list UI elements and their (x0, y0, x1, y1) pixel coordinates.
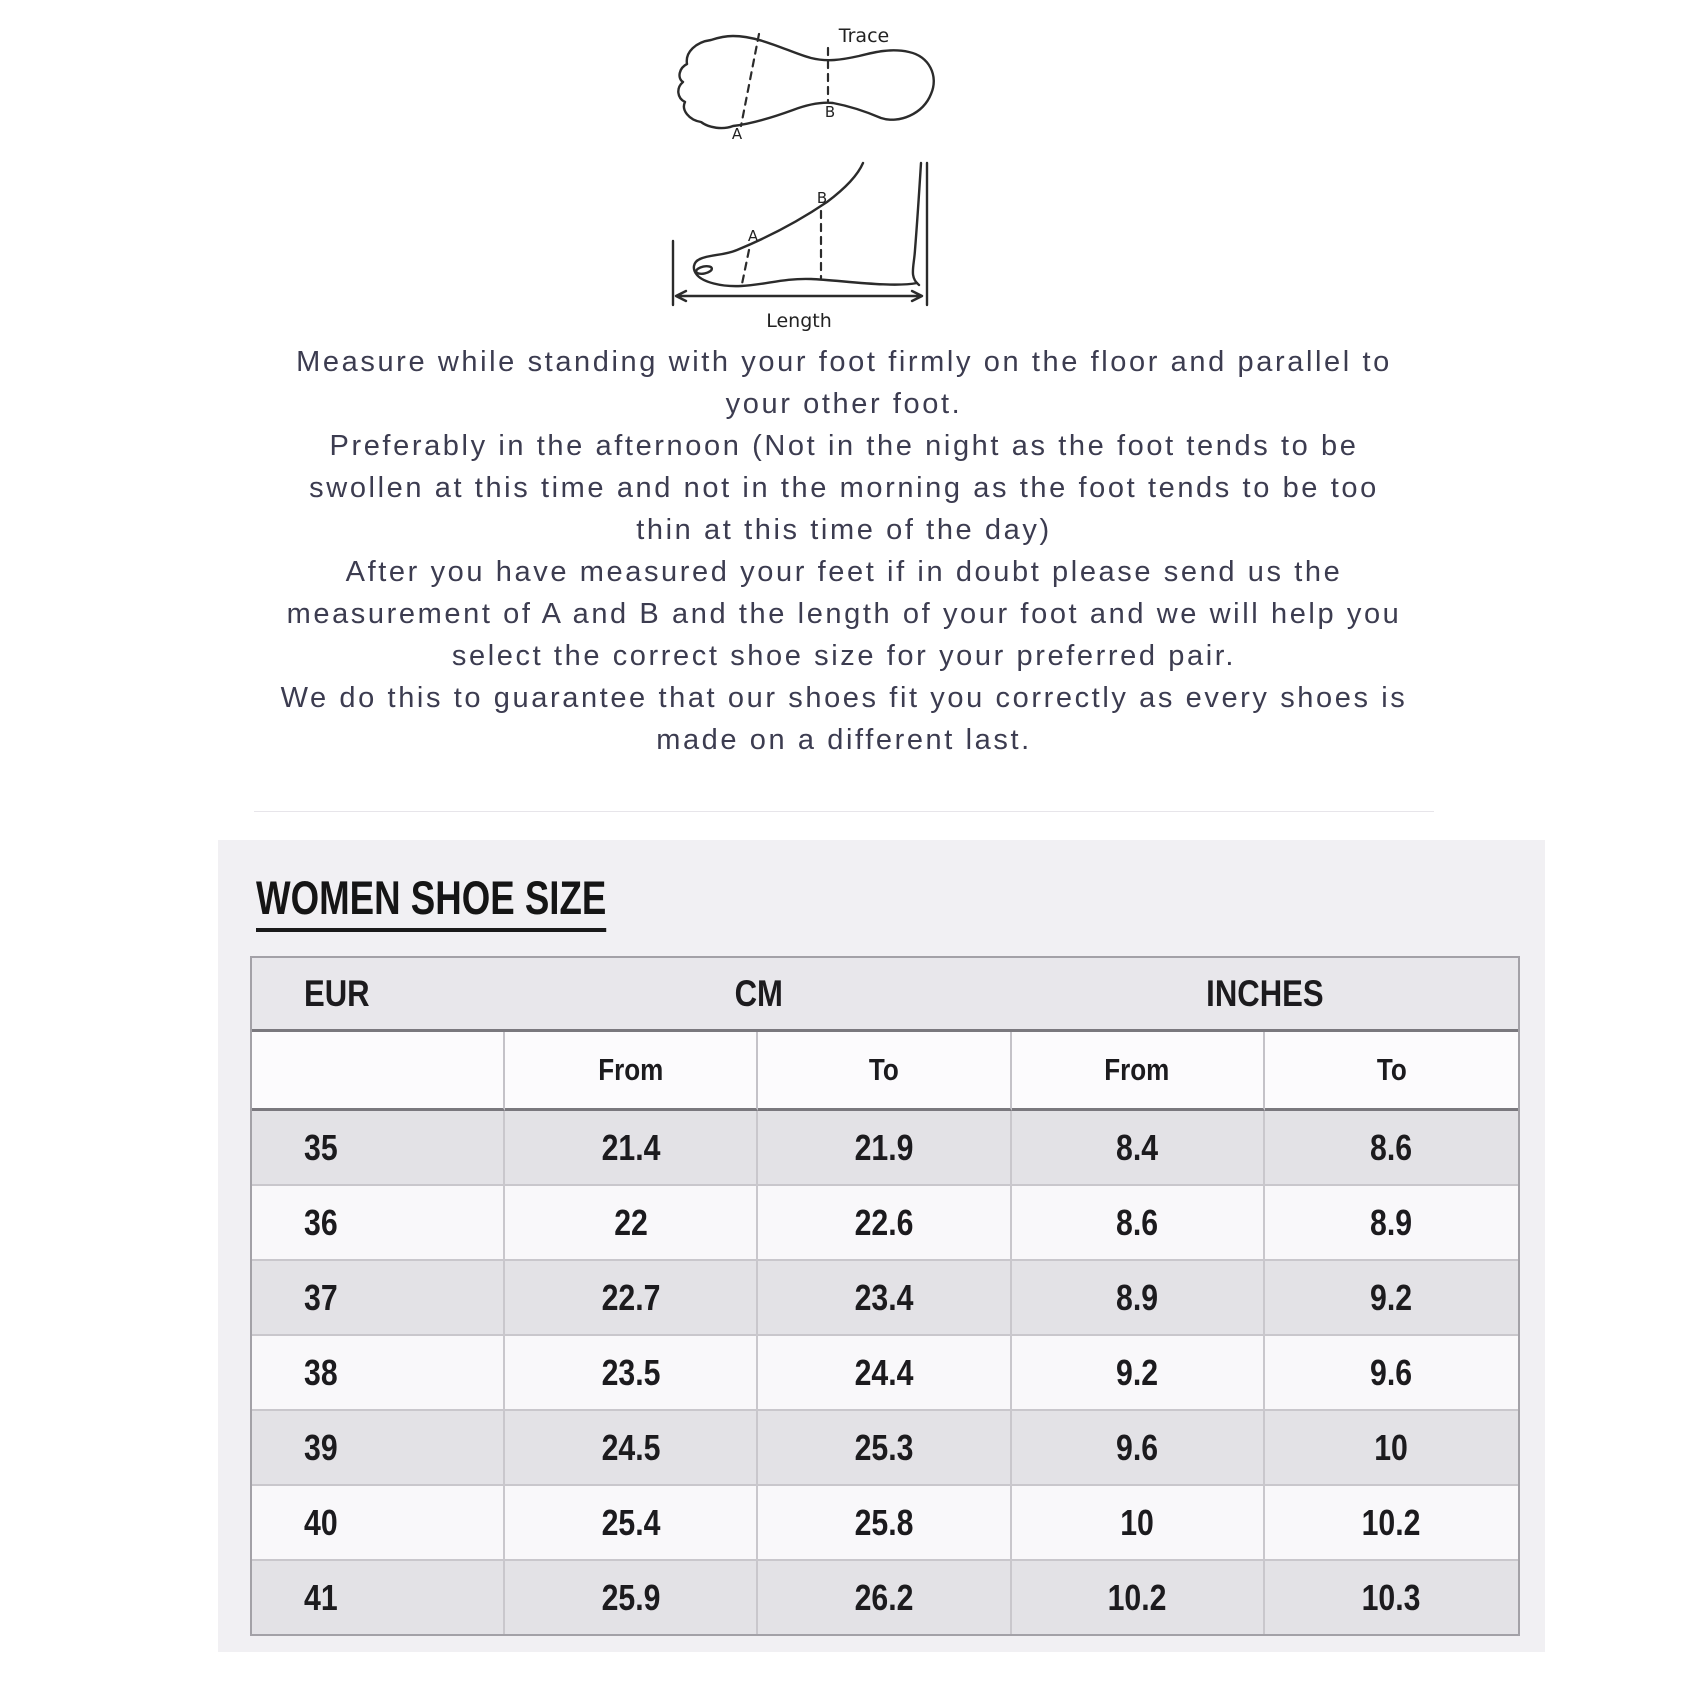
instruction-line: thin at this time of the day) (636, 514, 1052, 546)
cell-in-to: 8.6 (1265, 1111, 1518, 1186)
cell-in-from: 9.2 (1012, 1336, 1265, 1411)
sub-header-cm-from: From (505, 1032, 758, 1111)
label-b-side: B (816, 189, 828, 207)
cell-in-from: 8.6 (1012, 1186, 1265, 1261)
column-group-header-row (252, 958, 1518, 1032)
cell-cm-to: 21.9 (758, 1111, 1011, 1186)
instruction-line: Preferably in the afternoon (Not in the night as the foot tends to be (329, 430, 1359, 462)
size-chart-title-text: WOMEN SHOE SIZE (256, 870, 606, 932)
foot-measurement-diagram (671, 26, 941, 331)
instruction-line: measurement of A and B and the length of your foot and we will help you (286, 598, 1402, 630)
cell-in-to: 10 (1265, 1411, 1518, 1486)
instruction-line: After you have measured your feet if in doubt please send us the (345, 556, 1343, 588)
instruction-line: your other foot. (725, 388, 963, 420)
instruction-line: swollen at this time and not in the morning as the foot tends to be too (309, 472, 1379, 504)
foot-sole (694, 259, 917, 286)
table-row-size-37 (252, 1261, 1518, 1336)
sub-header-in-to: To (1265, 1032, 1518, 1111)
table-row-size-38 (252, 1336, 1518, 1411)
cell-cm-from: 21.4 (505, 1111, 758, 1186)
dashed-line-a-top (741, 34, 759, 126)
label-length: Length (766, 310, 832, 331)
foot-outline-top (678, 36, 933, 128)
toenail (695, 265, 712, 275)
cell-eur: 36 (252, 1186, 505, 1261)
table-row-size-35 (252, 1111, 1518, 1186)
table-row-size-41 (252, 1561, 1518, 1634)
cell-in-to: 9.2 (1265, 1261, 1518, 1336)
cell-cm-to: 23.4 (758, 1261, 1011, 1336)
table-row-size-40 (252, 1486, 1518, 1561)
length-arrow (676, 291, 922, 301)
cell-cm-to: 26.2 (758, 1561, 1011, 1634)
cell-eur: 40 (252, 1486, 505, 1561)
cell-in-from: 10.2 (1012, 1561, 1265, 1634)
cell-cm-to: 22.6 (758, 1186, 1011, 1261)
size-chart-table (250, 956, 1520, 1636)
sub-header-cm-to: To (758, 1032, 1011, 1111)
cell-in-from: 8.9 (1012, 1261, 1265, 1336)
header-inches: INCHES (1012, 958, 1518, 1032)
cell-cm-from: 24.5 (505, 1411, 758, 1486)
instruction-line: made on a different last. (656, 724, 1032, 756)
instruction-line: select the correct shoe size for your preferred pair. (451, 640, 1237, 672)
cell-in-from: 8.4 (1012, 1111, 1265, 1186)
cell-cm-from: 25.4 (505, 1486, 758, 1561)
cell-cm-from: 22.7 (505, 1261, 758, 1336)
cell-cm-from: 22 (505, 1186, 758, 1261)
cell-eur: 41 (252, 1561, 505, 1634)
table-row-size-39 (252, 1411, 1518, 1486)
table-row-size-36 (252, 1186, 1518, 1261)
sub-header-in-from: From (1012, 1032, 1265, 1111)
label-b-top: B (824, 103, 836, 121)
cell-in-to: 8.9 (1265, 1186, 1518, 1261)
cell-in-to: 10.3 (1265, 1561, 1518, 1634)
measuring-instructions (0, 341, 1688, 761)
cell-cm-to: 25.3 (758, 1411, 1011, 1486)
size-chart-panel (218, 840, 1545, 1652)
section-divider (254, 811, 1434, 812)
label-a-side: A (747, 227, 759, 245)
cell-in-to: 9.6 (1265, 1336, 1518, 1411)
foot-instep (700, 163, 863, 259)
label-trace: Trace (838, 26, 890, 47)
sub-header-blank (252, 1032, 505, 1111)
cell-in-from: 9.6 (1012, 1411, 1265, 1486)
sub-header-row (252, 1032, 1518, 1111)
cell-in-from: 10 (1012, 1486, 1265, 1561)
foot-trace-top-view (671, 26, 941, 141)
cell-cm-to: 24.4 (758, 1336, 1011, 1411)
instruction-line: We do this to guarantee that our shoes fit you correctly as every shoes is (280, 682, 1408, 714)
label-a-top: A (731, 125, 743, 141)
header-eur: EUR (252, 958, 505, 1032)
dashed-line-a-side (742, 250, 749, 284)
cell-eur: 39 (252, 1411, 505, 1486)
cell-cm-from: 25.9 (505, 1561, 758, 1634)
size-chart-title (256, 870, 1545, 932)
cell-eur: 38 (252, 1336, 505, 1411)
cell-cm-from: 23.5 (505, 1336, 758, 1411)
cell-cm-to: 25.8 (758, 1486, 1011, 1561)
cell-eur: 35 (252, 1111, 505, 1186)
foot-back-leg (913, 163, 921, 285)
instruction-line: Measure while standing with your foot firmly on the floor and parallel to (296, 346, 1392, 378)
cell-eur: 37 (252, 1261, 505, 1336)
header-cm: CM (505, 958, 1011, 1032)
foot-length-side-view (671, 155, 941, 331)
cell-in-to: 10.2 (1265, 1486, 1518, 1561)
